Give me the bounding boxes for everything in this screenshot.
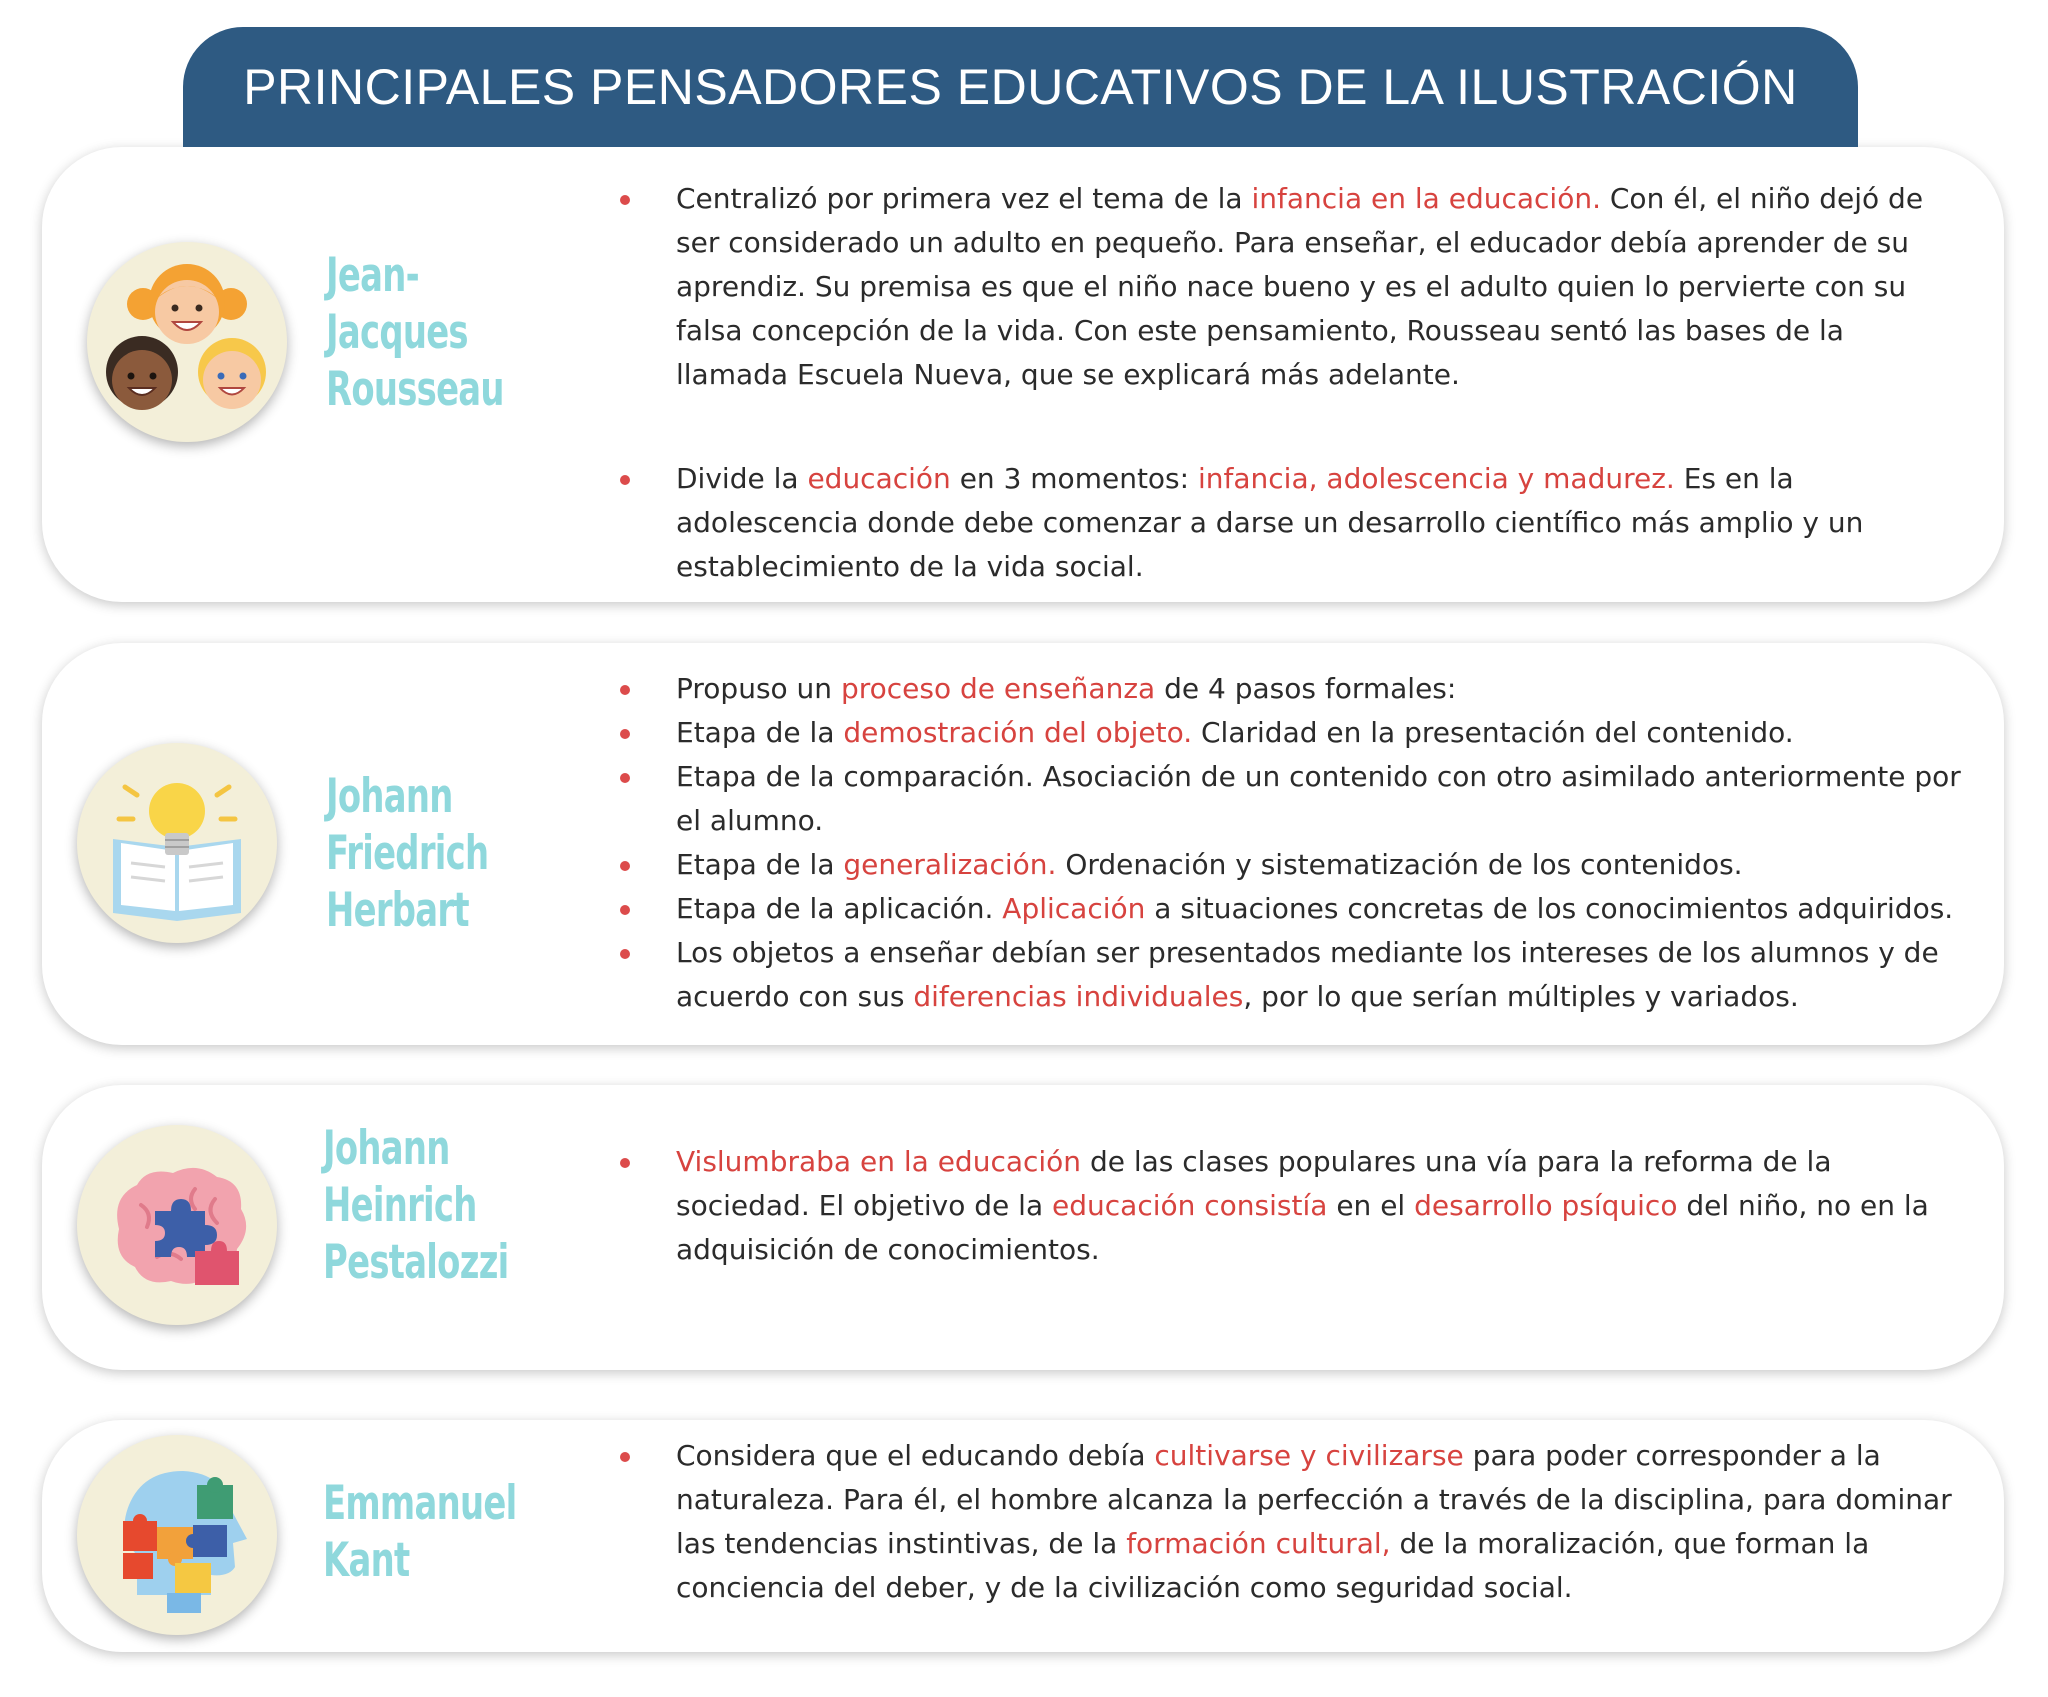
thinker-name-line: Heinrich (323, 1178, 477, 1233)
bullet-item: Propuso un proceso de enseñanza de 4 pasos formales: (632, 667, 1964, 711)
thinker-name-line: Emmanuel (323, 1476, 517, 1531)
thinker-card-herbart (42, 643, 2004, 1045)
bullet-list (632, 177, 1964, 589)
thinker-name-line: Herbart (326, 883, 469, 938)
thinker-name-line: Kant (323, 1533, 410, 1588)
bullet-item: Considera que el educando debía cultivarse y civilizarse para poder corresponder a la naturaleza. Para él, el hombre alcanza la perfección a través de la disciplina, para dominar las tendencias instintivas, de la formación cultural, de la moralización, que forman la conciencia del deber, y de la civilización como seguridad social. (632, 1434, 1964, 1610)
bullet-list (632, 1434, 1964, 1610)
brain-puzzle-icon (77, 1125, 277, 1325)
bullet-list (632, 667, 1964, 1019)
bullet-item: Etapa de la comparación. Asociación de un contenido con otro asimilado anteriormente por el alumno. (632, 755, 1964, 843)
lightbulb-book-icon (77, 743, 277, 943)
bullet-item: Vislumbraba en la educación de las clases populares una vía para la reforma de la sociedad. El objetivo de la educación consistía en el desarrollo psíquico del niño, no en la adquisición de conocimientos. (632, 1140, 1964, 1272)
thinker-card-rousseau (42, 147, 2004, 602)
thinker-name-line: Johann (326, 769, 453, 824)
bullet-item: Centralizó por primera vez el tema de la infancia en la educación. Con él, el niño dejó de ser considerado un adulto en pequeño. Para enseñar, el educador debía aprender de su aprendiz. Su premisa es que el niño nace bueno y es el adulto quien lo pervierte con su falsa concepción de la vida. Con este pensamiento, Rousseau sentó las bases de la llamada Escuela Nueva, que se explicará más adelante. (632, 177, 1964, 397)
page-title: PRINCIPALES PENSADORES EDUCATIVOS DE LA ILUSTRACIÓN (243, 59, 1798, 115)
thinker-name-line: Johann (323, 1121, 450, 1176)
thinker-card-kant (42, 1420, 2004, 1652)
thinker-name (326, 247, 504, 418)
bullet-item: Etapa de la generalización. Ordenación y sistematización de los contenidos. (632, 843, 1964, 887)
head-puzzle-icon (77, 1435, 277, 1635)
bullet-item: Divide la educación en 3 momentos: infancia, adolescencia y madurez. Es en la adolescencia donde debe comenzar a darse un desarrollo científico más amplio y un establecimiento de la vida social. (632, 457, 1964, 589)
bullet-item: Los objetos a enseñar debían ser presentados mediante los intereses de los alumnos y de acuerdo con sus diferencias individuales, por lo que serían múltiples y variados. (632, 931, 1964, 1019)
thinker-name (323, 1475, 516, 1589)
thinker-name (323, 1120, 509, 1291)
thinker-name (326, 768, 488, 939)
bullet-item: Etapa de la demostración del objeto. Claridad en la presentación del contenido. (632, 711, 1964, 755)
thinker-name-line: Jacques (326, 305, 468, 360)
bullet-list (632, 1140, 1964, 1272)
thinker-name-line: Pestalozzi (323, 1235, 509, 1290)
children-faces-icon (87, 242, 287, 442)
thinker-name-line: Jean- (326, 248, 419, 303)
thinker-card-pestalozzi (42, 1085, 2004, 1370)
title-banner (183, 27, 1858, 147)
thinker-name-line: Friedrich (326, 826, 489, 881)
bullet-item: Etapa de la aplicación. Aplicación a situaciones concretas de los conocimientos adquiridos. (632, 887, 1964, 931)
thinker-name-line: Rousseau (326, 362, 504, 417)
